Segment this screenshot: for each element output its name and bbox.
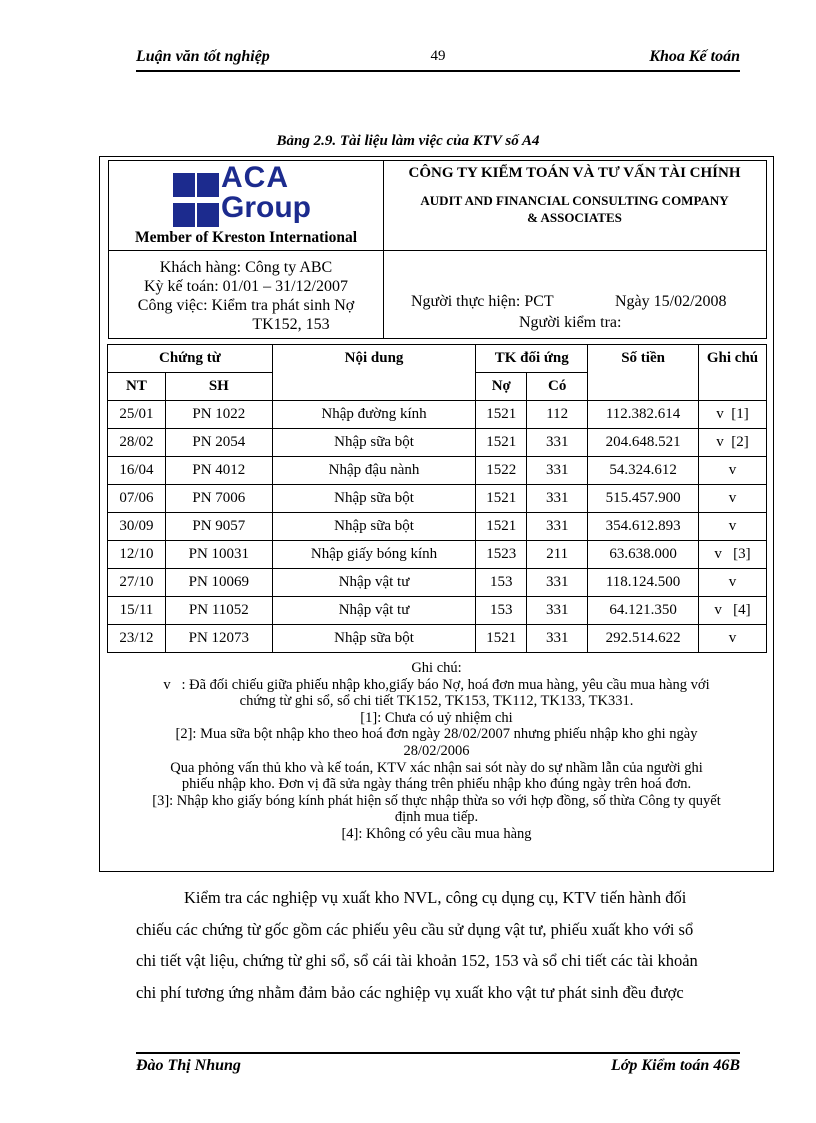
cell-content: Nhập sữa bột: [272, 625, 476, 653]
cell-number: PN 2054: [165, 429, 272, 457]
cell-date: 23/12: [108, 625, 166, 653]
note-line: chứng từ ghi sổ, sổ chi tiết TK152, TK153, TK112, TK133, TK331.: [239, 693, 634, 710]
cell-content: Nhập vật tư: [272, 569, 476, 597]
cell-date: 30/09: [108, 513, 166, 541]
col-header-credit: Có: [527, 373, 588, 401]
body-line: chi phí tương ứng nhằm đảm bảo các nghiệp vụ xuất kho vật tư phát sinh đều được: [136, 982, 684, 1002]
logo-text-aca: ACA: [221, 161, 289, 194]
table-row: [108, 513, 767, 541]
table-row: [108, 429, 767, 457]
table-caption: Bảng 2.9. Tài liệu làm việc của KTV số A4: [276, 133, 540, 149]
cell-note: v [1]: [699, 401, 767, 429]
cell-note: v: [699, 485, 767, 513]
header-divider: [109, 250, 766, 251]
cell-content: Nhập giấy bóng kính: [272, 541, 476, 569]
cell-amount: 118.124.500: [588, 569, 699, 597]
cell-number: PN 10069: [165, 569, 272, 597]
header-faculty: Khoa Kế toán: [649, 48, 740, 65]
body-line: chi tiết vật liệu, chứng từ ghi sổ, sổ cái tài khoản 152, 153 và sổ chi tiết các tài khoản: [136, 951, 698, 970]
cell-credit: 331: [527, 597, 588, 625]
cell-credit: 331: [527, 429, 588, 457]
cell-amount: 112.382.614: [588, 401, 699, 429]
reviewer: Người kiểm tra:: [519, 314, 622, 331]
company-name-en: [383, 192, 766, 226]
cell-amount: 354.612.893: [588, 513, 699, 541]
cell-amount: 515.457.900: [588, 485, 699, 513]
cell-date: 07/06: [108, 485, 166, 513]
cell-debit: 153: [476, 569, 527, 597]
cell-content: Nhập đậu nành: [272, 457, 476, 485]
cell-content: Nhập sữa bột: [272, 485, 476, 513]
cell-date: 16/04: [108, 457, 166, 485]
notes-title: Ghi chú:: [411, 660, 462, 676]
cell-debit: 1521: [476, 513, 527, 541]
cell-note: v: [699, 457, 767, 485]
header-title: Luận văn tốt nghiệp: [136, 48, 270, 65]
note-line: v : Đã đối chiếu giữa phiếu nhập kho,giấy báo Nợ, hoá đơn mua hàng, yêu cầu mua hàng với: [163, 676, 710, 693]
table-row: [108, 625, 767, 653]
header-rule: [136, 70, 740, 72]
cell-date: 27/10: [108, 569, 166, 597]
body-paragraph: [136, 882, 740, 1008]
cell-content: Nhập sữa bột: [272, 513, 476, 541]
cell-number: PN 12073: [165, 625, 272, 653]
cell-number: PN 1022: [165, 401, 272, 429]
cell-amount: 54.324.612: [588, 457, 699, 485]
company-name-vn: CÔNG TY KIỂM TOÁN VÀ TƯ VẤN TÀI CHÍNH: [408, 165, 741, 181]
col-header-date: NT: [108, 373, 166, 401]
table-row: [108, 569, 767, 597]
note-line: định mua tiếp.: [394, 809, 479, 826]
cell-credit: 331: [527, 569, 588, 597]
working-paper-header: [108, 160, 767, 339]
cell-credit: 331: [527, 513, 588, 541]
cell-note: v: [699, 569, 767, 597]
table-row: [108, 457, 767, 485]
client-name: Khách hàng: Công ty ABC: [159, 259, 333, 276]
note-line: [2]: Mua sữa bột nhập kho theo hoá đơn ngày 28/02/2007 nhưng phiếu nhập kho ghi ngày: [175, 726, 698, 743]
member-line: Member of Kreston International: [135, 229, 357, 246]
cell-amount: 204.648.521: [588, 429, 699, 457]
client-info: [109, 258, 383, 334]
table-row: [108, 597, 767, 625]
performer: Người thực hiện: PCT: [411, 293, 554, 310]
class-name: Lớp Kiểm toán 46B: [610, 1057, 740, 1074]
cell-date: 12/10: [108, 541, 166, 569]
cell-number: PN 9057: [165, 513, 272, 541]
page-number: 49: [430, 48, 446, 64]
cell-debit: 1522: [476, 457, 527, 485]
cell-amount: 63.638.000: [588, 541, 699, 569]
logo-square: [197, 173, 219, 197]
cell-debit: 153: [476, 597, 527, 625]
col-header-content: Nội dung: [272, 345, 476, 401]
table-row: [108, 485, 767, 513]
cell-credit: 112: [527, 401, 588, 429]
cell-date: 25/01: [108, 401, 166, 429]
cell-debit: 1521: [476, 485, 527, 513]
note-line: [4]: Không có yêu cầu mua hàng: [341, 825, 532, 842]
task-accounts: TK152, 153: [252, 316, 330, 333]
cell-debit: 1521: [476, 401, 527, 429]
performed-date: Ngày 15/02/2008: [615, 293, 727, 310]
accounting-period: Kỳ kế toán: 01/01 – 31/12/2007: [144, 278, 348, 295]
cell-number: PN 4012: [165, 457, 272, 485]
table-row: [108, 541, 767, 569]
cell-amount: 64.121.350: [588, 597, 699, 625]
task-description: Công việc: Kiểm tra phát sinh Nợ: [137, 297, 355, 314]
cell-note: v: [699, 625, 767, 653]
cell-debit: 1521: [476, 625, 527, 653]
author-name: Đào Thị Nhung: [136, 1057, 241, 1074]
cell-credit: 331: [527, 625, 588, 653]
logo-square: [173, 173, 195, 197]
note-line: phiếu nhập kho. Đơn vị đã sửa ngày tháng trên phiếu nhập kho đúng ngày trên hoá đơn.: [181, 776, 692, 793]
footer-rule: [136, 1052, 740, 1054]
logo-square: [173, 203, 195, 227]
col-header-amount: Số tiền: [588, 345, 699, 401]
body-line: Kiểm tra các nghiệp vụ xuất kho NVL, công cụ dụng cụ, KTV tiến hành đối: [184, 888, 687, 907]
cell-date: 28/02: [108, 429, 166, 457]
cell-content: Nhập sữa bột: [272, 429, 476, 457]
company-name-en-line: & ASSOCIATES: [527, 210, 622, 225]
cell-debit: 1523: [476, 541, 527, 569]
page-header: [136, 48, 740, 70]
cell-date: 15/11: [108, 597, 166, 625]
note-line: [3]: Nhập kho giấy bóng kính phát hiện số thực nhập thừa so với hợp đồng, số thừa Công ty quyết: [152, 792, 721, 809]
cell-note: v [4]: [699, 597, 767, 625]
cell-note: v [3]: [699, 541, 767, 569]
note-line: 28/02/2006: [403, 742, 470, 759]
cell-credit: 331: [527, 485, 588, 513]
cell-number: PN 11052: [165, 597, 272, 625]
body-line: chiếu các chứng từ gốc gồm các phiếu yêu cầu sử dụng vật tư, phiếu xuất kho với sổ: [136, 919, 694, 939]
col-header-number: SH: [165, 373, 272, 401]
logo-square: [197, 203, 219, 227]
cell-number: PN 7006: [165, 485, 272, 513]
cell-debit: 1521: [476, 429, 527, 457]
aca-group-logo: [171, 161, 331, 227]
cell-number: PN 10031: [165, 541, 272, 569]
company-name-en-line: AUDIT AND FINANCIAL CONSULTING COMPANY: [420, 193, 729, 208]
cell-credit: 331: [527, 457, 588, 485]
logo-text-group: Group: [221, 191, 311, 224]
cell-credit: 211: [527, 541, 588, 569]
cell-content: Nhập đường kính: [272, 401, 476, 429]
col-header-note: Ghi chú: [699, 345, 767, 401]
cell-content: Nhập vật tư: [272, 597, 476, 625]
note-line: [1]: Chưa có uỷ nhiệm chi: [360, 709, 513, 726]
notes-block: [100, 660, 773, 843]
cell-note: v: [699, 513, 767, 541]
cell-amount: 292.514.622: [588, 625, 699, 653]
cell-note: v [2]: [699, 429, 767, 457]
page-footer: [136, 1057, 740, 1079]
col-header-voucher: Chứng từ: [108, 345, 273, 373]
note-line: Qua phỏng vấn thủ kho và kế toán, KTV xác nhận sai sót này do sự nhầm lẫn của người ghi: [170, 759, 703, 776]
table-row: [108, 401, 767, 429]
col-header-account: TK đối ứng: [476, 345, 588, 373]
audit-table: [107, 344, 767, 653]
col-header-debit: Nợ: [476, 373, 527, 401]
